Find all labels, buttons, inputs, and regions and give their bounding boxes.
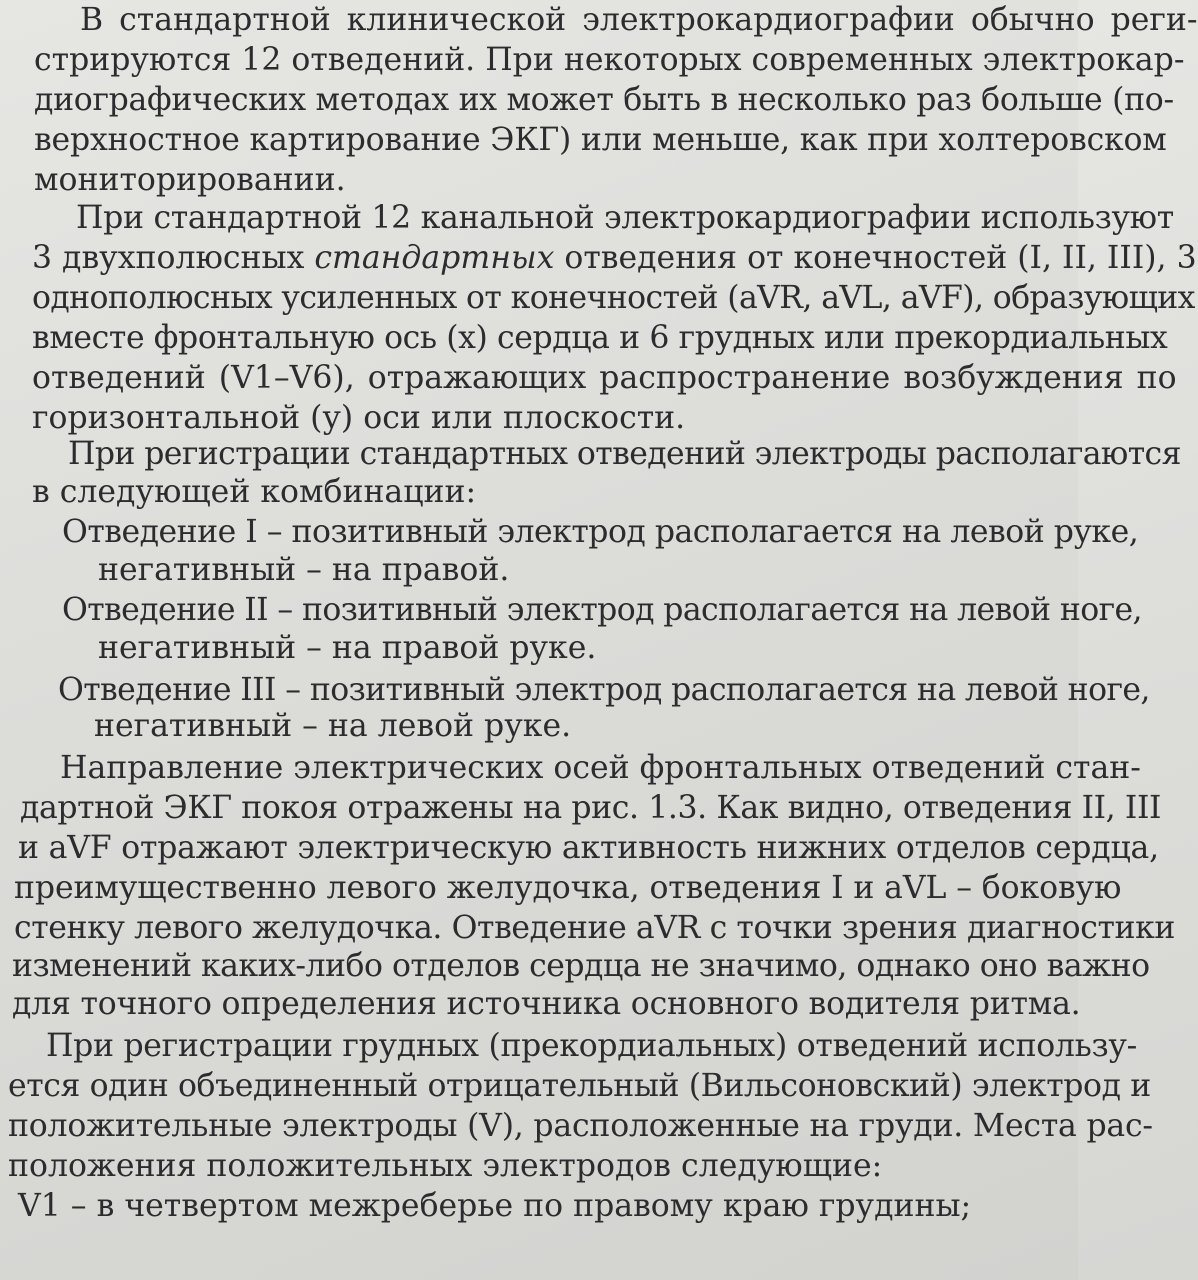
text-line: положения положительных электродов следующие: (8, 1148, 883, 1184)
text-line: верхностное картирование ЭКГ) или меньше, как при холтеровском (34, 122, 1167, 158)
lead-rule-line: Отведение I – позитивный электрод располагается на левой руке, (62, 514, 1139, 550)
text-line: изменений каких-либо отделов сердца не значимо, однако оно важно (12, 948, 1150, 984)
text-line: V1 – в четвертом межреберье по правому краю грудины; (18, 1188, 972, 1224)
text-line: При стандартной 12 канальной электрокардиографии используют (76, 200, 1174, 236)
text-line: однополюсных усиленных от конечностей (aVR, aVL, aVF), образующих (32, 280, 1195, 316)
text-line: в следующей комбинации: (32, 474, 477, 510)
text-line: вместе фронтальную ось (х) сердца и 6 грудных или прекордиальных (32, 320, 1168, 356)
text-line: В стандартной клинической электрокардиографии обычно реги- (80, 2, 1198, 38)
text-line: При регистрации грудных (прекордиальных) отведений использу- (46, 1028, 1137, 1064)
lead-rule-line: Отведение III – позитивный электрод располагается на левой ноге, (58, 672, 1150, 708)
text-line: положительные электроды (V), расположенные на груди. Места рас- (8, 1108, 1153, 1144)
lead-rule-line: негативный – на левой руке. (94, 708, 572, 744)
lead-rule-line: Отведение II – позитивный электрод располагается на левой ноге, (62, 592, 1142, 628)
text-run: отведения от конечностей (I, II, III), 3 (554, 240, 1197, 276)
text-line: При регистрации стандартных отведений электроды располагаются (68, 436, 1181, 472)
lead-rule-line: негативный – на правой руке. (98, 630, 597, 666)
text-run: 3 двухполюсных (32, 240, 315, 276)
text-line: диографических методах их может быть в несколько раз больше (по- (34, 82, 1174, 118)
text-line: мониторировании. (34, 162, 346, 198)
text-line: горизонтальной (у) оси или плоскости. (32, 400, 686, 436)
text-line: и aVF отражают электрическую активность нижних отделов сердца, (18, 830, 1159, 866)
text-line: стрируются 12 отведений. При некоторых современных электрокар- (34, 42, 1185, 78)
text-line (32, 238, 1197, 278)
lead-rule-line: негативный – на правой. (98, 552, 510, 588)
text-line: дартной ЭКГ покоя отражены на рис. 1.3. Как видно, отведения II, III (20, 790, 1162, 826)
text-line: отведений (V1–V6), отражающих распространение возбуждения по (32, 360, 1177, 396)
text-line: для точного определения источника основного водителя ритма. (12, 986, 1081, 1022)
text-line: стенку левого желудочка. Отведение aVR с точки зрения диагностики (14, 910, 1175, 946)
italic-term: стандартных (314, 240, 555, 276)
text-line: ется один объединенный отрицательный (Вильсоновский) электрод и (8, 1068, 1151, 1104)
text-line: Направление электрических осей фронтальных отведений стан- (60, 750, 1141, 786)
text-line: преимущественно левого желудочка, отведения I и aVL – боковую (14, 870, 1122, 906)
